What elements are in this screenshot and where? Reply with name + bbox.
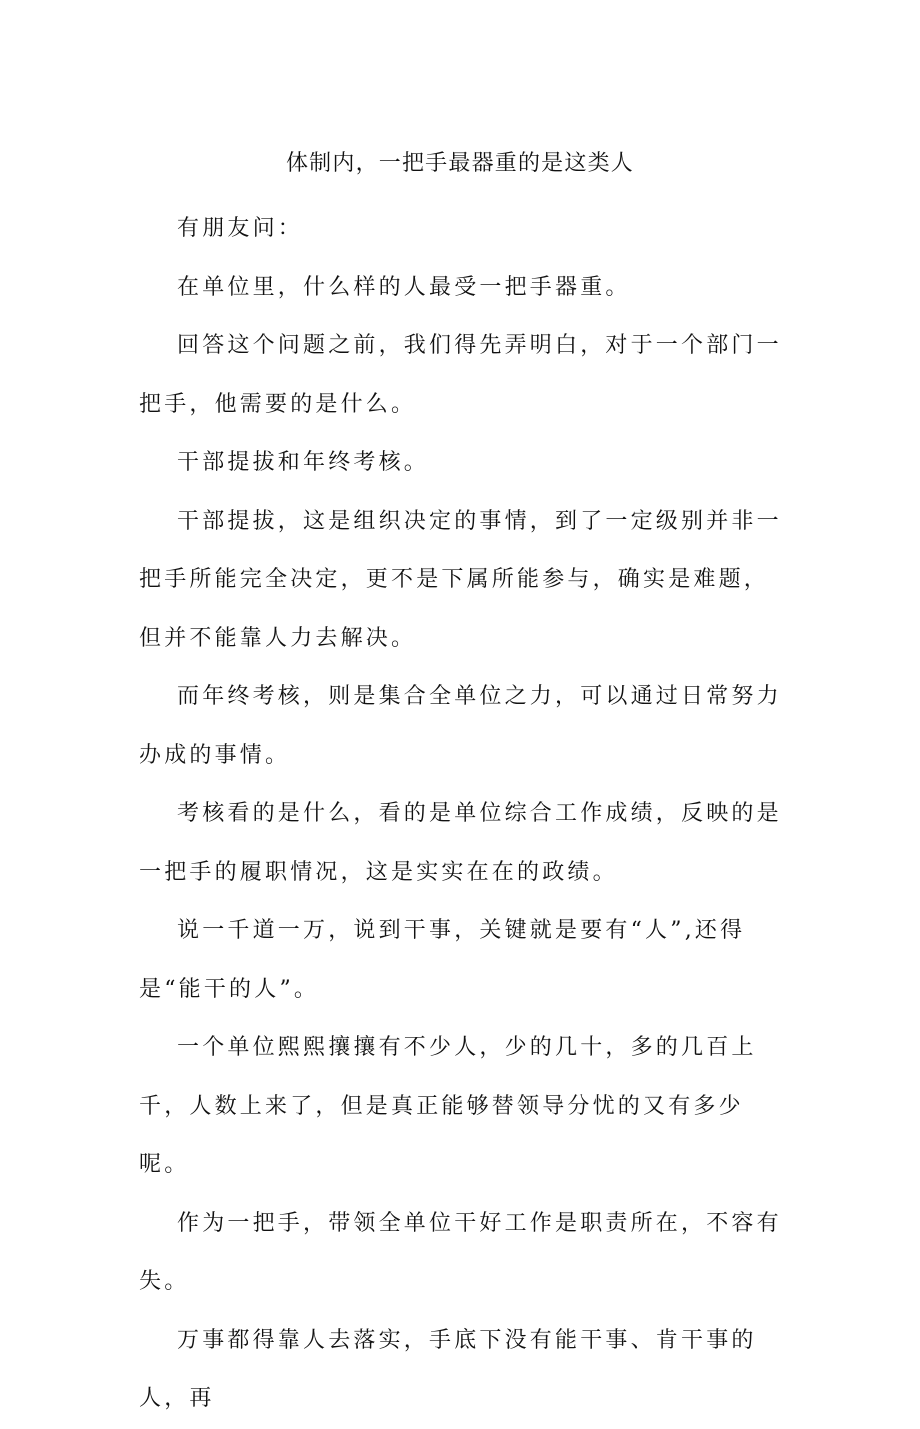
paragraph: 作为一把手，带领全单位干好工作是职责所在，不容有失。 bbox=[139, 1210, 782, 1294]
paragraph: 万事都得靠人去落实，手底下没有能干事、肯干事的人，再 bbox=[139, 1327, 757, 1411]
paragraph: 在单位里，什么样的人最受一把手器重。 bbox=[177, 274, 631, 300]
paragraph: 干部提拔，这是组织决定的事情，到了一定级别并非一把手所能完全决定，更不是下属所能参与，确实是难题，但并不能靠人力去解决。 bbox=[139, 508, 782, 651]
paragraph: 一个单位熙熙攘攘有不少人，少的几十，多的几百上千，人数上来了，但是真正能够替领导分忧的又有多少呢。 bbox=[139, 1035, 757, 1177]
paragraph: 而年终考核，则是集合全单位之力，可以通过日常努力办成的事情。 bbox=[139, 684, 782, 768]
document-body bbox=[139, 200, 787, 1429]
paragraph: 回答这个问题之前，我们得先弄明白，对于一个部门一把手，他需要的是什么。 bbox=[139, 333, 782, 417]
paragraph: 有朋友问： bbox=[177, 216, 304, 241]
paragraph: 干部提拔和年终考核。 bbox=[177, 450, 430, 475]
paragraph: 说一千道一万，说到干事，关键就是要有“人”,还得是“能干的人”。 bbox=[139, 918, 746, 1002]
document-title: 体制内，一把手最器重的是这类人 bbox=[285, 151, 634, 176]
paragraph: 考核看的是什么，看的是单位综合工作成绩，反映的是一把手的履职情况，这是实实在在的政绩。 bbox=[139, 801, 782, 885]
